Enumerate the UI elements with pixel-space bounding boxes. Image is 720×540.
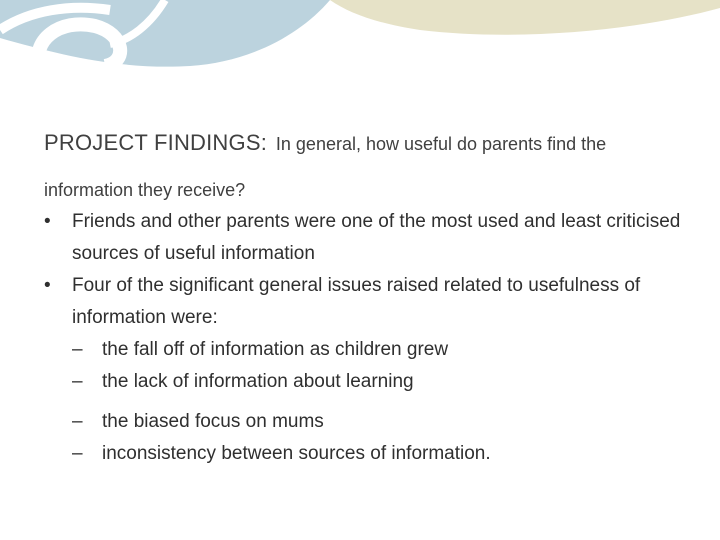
title-lead: PROJECT FINDINGS:	[44, 130, 268, 155]
bullet-item	[44, 206, 684, 270]
bullet-text: Friends and other parents were one of the most used and least criticised sources of useful information	[72, 211, 681, 264]
slide-title	[44, 116, 694, 209]
header-decoration	[0, 0, 720, 70]
sub-bullet-text: the lack of information about learning	[102, 371, 414, 392]
bullet-list	[44, 206, 684, 470]
sub-bullet-text: the biased focus on mums	[102, 411, 324, 432]
bullet-dot-icon: •	[44, 211, 51, 232]
dash-icon: –	[72, 371, 83, 392]
sub-bullet-item	[44, 334, 684, 366]
title-question: In general, how useful do parents find the information they receive?	[44, 134, 607, 201]
sub-bullet-item	[44, 366, 684, 398]
dash-icon: –	[72, 339, 83, 360]
dash-icon: –	[72, 411, 83, 432]
sub-bullet-item	[44, 406, 684, 438]
sub-bullet-item	[44, 438, 684, 470]
sub-bullet-text: the fall off of information as children grew	[102, 339, 449, 360]
sub-bullet-text: inconsistency between sources of information.	[102, 443, 491, 464]
bullet-dot-icon: •	[44, 275, 51, 296]
bullet-text: Four of the significant general issues raised related to usefulness of information were:	[72, 275, 641, 328]
bullet-item	[44, 270, 684, 334]
dash-icon: –	[72, 443, 83, 464]
